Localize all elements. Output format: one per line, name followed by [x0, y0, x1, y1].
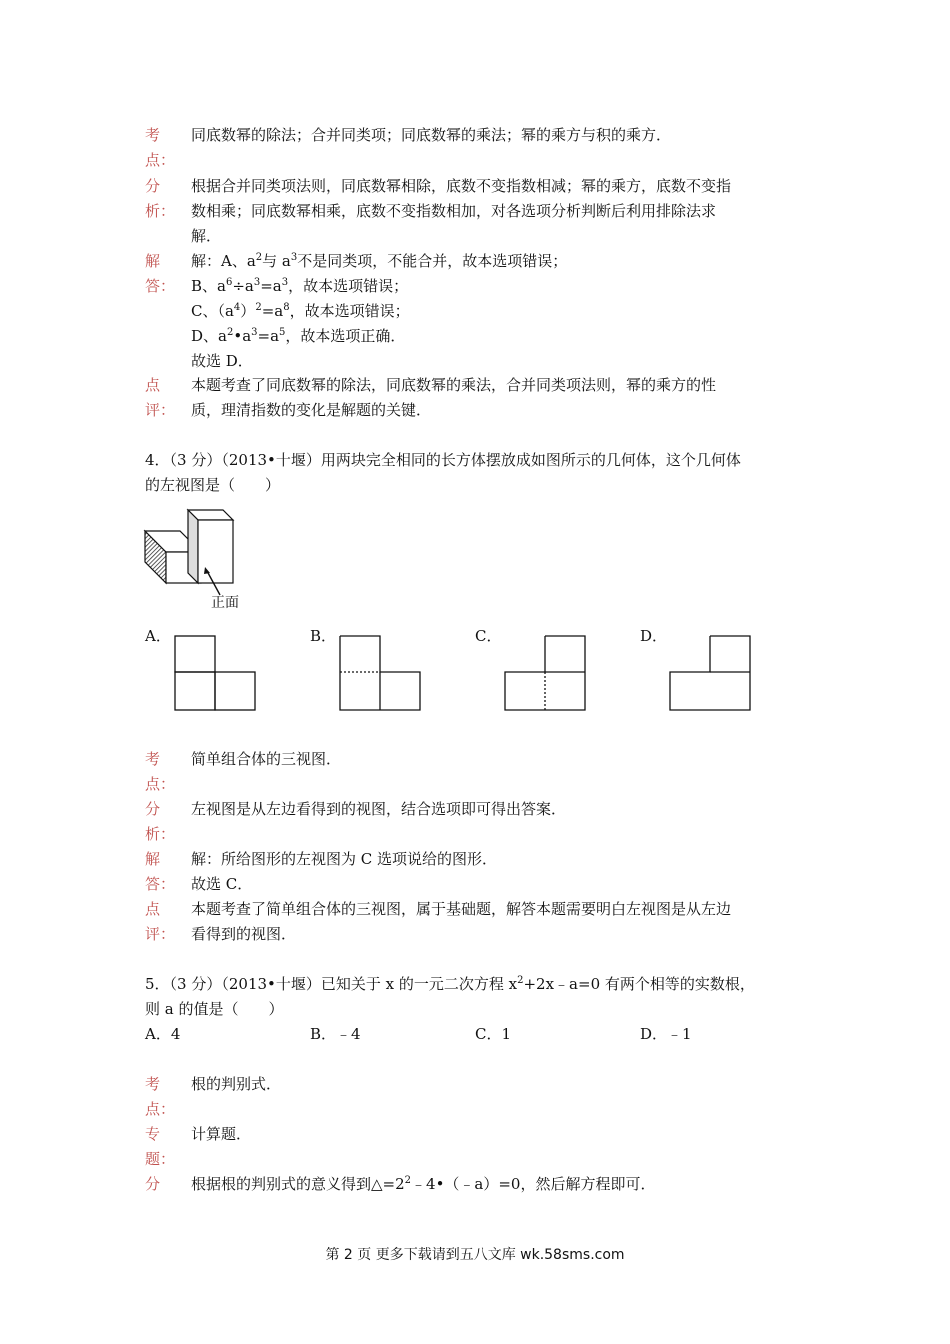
option-b: B．﹣4: [310, 1025, 361, 1043]
option-c: C．1: [475, 1025, 512, 1043]
kaodian-text: 简单组合体的三视图．: [191, 750, 342, 768]
jieda-line: D、$a^2•a^3=a^5$，故本选项正确．: [191, 327, 406, 345]
option-c-label: C．: [475, 627, 502, 645]
option-a-label: A．: [145, 627, 171, 645]
fenxi-label: 分 析：: [145, 800, 176, 843]
q3-fenxi: [145, 174, 825, 249]
jieda-line: 解：A、$a^2$与 $a^3$不是同类项，不能合并，故本选项错误；: [191, 252, 568, 270]
page-footer: 第 2 页 更多下载请到五八文库 wk.58sms.com: [325, 1247, 625, 1263]
option-d: D．﹣1: [640, 1025, 692, 1043]
jieda-label: 解 答：: [145, 850, 176, 893]
dianping-line: 看得到的视图．: [191, 925, 297, 943]
q5-options: [145, 1022, 825, 1047]
q4-jieda: [145, 847, 825, 897]
option-b-figure: [339, 635, 421, 712]
kaodian-label: 考 点：: [145, 750, 176, 793]
jieda-line: B、$a^6\div a^3=a^3$，故本选项错误；: [191, 277, 409, 295]
jieda-line: 解：所给图形的左视图为 C 选项说给的图形．: [191, 850, 498, 868]
front-label: 正面: [211, 595, 239, 611]
q3-jieda: [145, 249, 825, 374]
dianping-label: 点 评：: [145, 376, 176, 419]
dianping-label: 点 评：: [145, 900, 176, 943]
dianping-line: 本题考查了简单组合体的三视图，属于基础题，解答本题需要明白左视图是从左边: [191, 900, 732, 918]
dianping-line: 质，理清指数的变化是解题的关键．: [191, 401, 432, 419]
jieda-line: C、$(a^4)^2=a^8$，故本选项错误；: [191, 302, 410, 320]
option-a-figure: [174, 635, 256, 712]
fenxi-text: 左视图是从左边看得到的视图，结合选项即可得出答案．: [191, 800, 567, 818]
kaodian-label: 考 点：: [145, 1075, 176, 1118]
q3-kaodian: [145, 123, 825, 173]
dianping-line: 本题考查了同底数幂的除法，同底数幂的乘法，合并同类项法则，幂的乘方的性: [191, 376, 717, 394]
kaodian-text: 根的判别式．: [191, 1075, 282, 1093]
option-d-label: D．: [640, 627, 668, 645]
kaodian-label: 考 点：: [145, 126, 176, 169]
fenxi-text: 根据根的判别式的意义得到$\triangle=2^2﹣4•(﹣a)=0$，然后解方程即可．: [191, 1175, 656, 1193]
jieda-label: 解 答：: [145, 252, 176, 295]
q5-zhuanti: [145, 1122, 825, 1172]
q4-fenxi: [145, 797, 825, 847]
fenxi-line: 根据合并同类项法则，同底数幂相除，底数不变指数相减；幂的乘方，底数不变指: [191, 177, 732, 195]
q3-dianping: [145, 373, 825, 423]
q4-kaodian: [145, 747, 825, 797]
jieda-line: 故选 D．: [191, 352, 253, 370]
q4-dianping: [145, 897, 825, 947]
option-c-figure: [504, 635, 586, 712]
q5-kaodian: [145, 1072, 825, 1122]
fenxi-label: 分: [145, 1175, 161, 1193]
jieda-line: 故选 C．: [191, 875, 253, 893]
q5-stem: 5．（3 分）（2013•十堰）已知关于 x 的一元二次方程 $x^2+2x﹣a=0$ 有两个相等的实数根， 则 a 的值是（ ）: [145, 975, 755, 1018]
q4-stem: 4．（3 分）（2013•十堰）用两块完全相同的长方体摆放成如图所示的几何体，这个几何体 的左视图是（ ）: [145, 451, 741, 494]
option-d-figure: [669, 635, 751, 712]
q5-fenxi: [145, 1172, 825, 1197]
zhuanti-label: 专 题：: [145, 1125, 176, 1168]
fenxi-line: 解．: [191, 227, 222, 245]
zhuanti-text: 计算题．: [191, 1125, 252, 1143]
option-a: A．4: [145, 1025, 181, 1043]
fenxi-label: 分 析：: [145, 177, 176, 220]
fenxi-line: 数相乘；同底数幂相乘，底数不变指数相加，对各选项分析判断后利用排除法求: [191, 202, 717, 220]
kaodian-text: 同底数幂的除法；合并同类项；同底数幂的乘法；幂的乘方与积的乘方．: [191, 126, 672, 144]
option-b-label: B．: [310, 627, 337, 645]
